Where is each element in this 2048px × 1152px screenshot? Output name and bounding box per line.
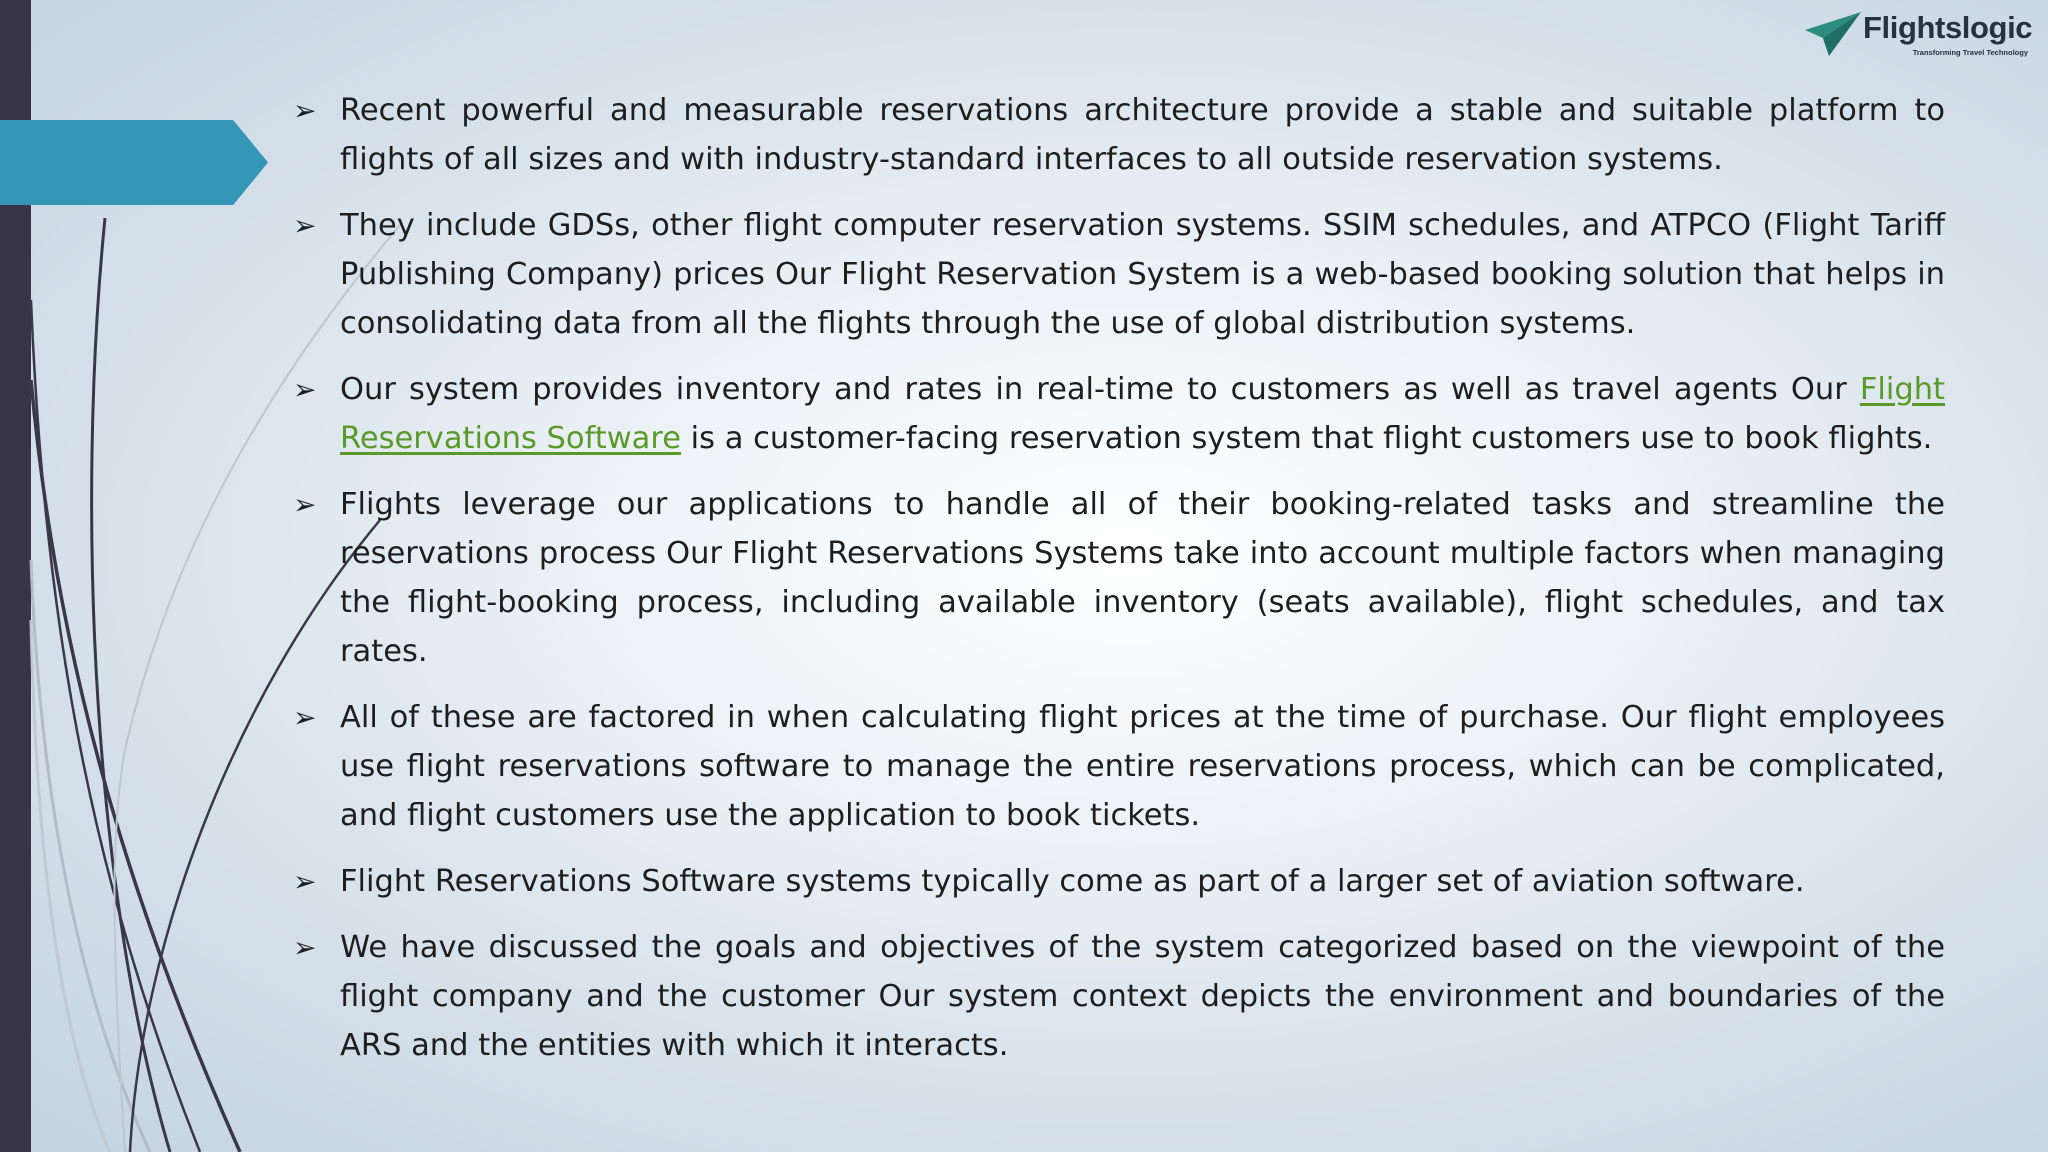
list-item <box>290 201 1945 348</box>
bullet-text: All of these are factored in when calculating flight prices at the time of purchase. Our flight employees use flight reservations software to manage the entire reservations process, which can be complicated, and flight customers use the application to book tickets. <box>340 700 1945 833</box>
bullet-text: Recent powerful and measurable reservations architecture provide a stable and suitable platform to flights of all sizes and with industry-standard interfaces to all outside reservation systems. <box>340 93 1945 177</box>
arrowhead-bullet-icon: ➢ <box>293 701 317 734</box>
flight-reservations-software-link[interactable]: Flight Reservations Software <box>340 372 1945 456</box>
bullet-text: They include GDSs, other flight computer reservation systems. SSIM schedules, and ATPCO (Flight Tariff Publishing Company) prices Our Flight Reservation System is a web-based booking solution that helps in consolidating data from all the flights through the use of global distribution systems. <box>340 208 1945 341</box>
arrowhead-bullet-icon: ➢ <box>293 209 317 242</box>
bullet-text: Flight Reservations Software systems typically come as part of a larger set of aviation software. <box>340 864 1805 899</box>
list-item <box>290 857 1945 906</box>
brand-logo <box>1805 8 2033 60</box>
bullet-text-before-link: Our system provides inventory and rates in real-time to customers as well as travel agents Our <box>340 372 1860 407</box>
list-item <box>290 365 1945 463</box>
list-item <box>290 86 1945 184</box>
list-item <box>290 923 1945 1070</box>
list-item <box>290 693 1945 840</box>
bullet-list <box>290 86 1945 1087</box>
arrowhead-bullet-icon: ➢ <box>293 94 317 127</box>
list-item <box>290 480 1945 676</box>
paper-plane-icon <box>1805 10 1861 58</box>
bullet-text: We have discussed the goals and objectives of the system categorized based on the viewpoint of the flight company and the customer Our system context depicts the environment and boundaries of the ARS and the entities with which it interacts. <box>340 930 1945 1063</box>
bullet-text: Flights leverage our applications to handle all of their booking-related tasks and streamline the reservations process Our Flight Reservations Systems take into account multiple factors when managing the flight-booking process, including available inventory (seats available), flight schedules, and tax rates. <box>340 487 1945 669</box>
arrowhead-bullet-icon: ➢ <box>293 931 317 964</box>
bullet-text-after-link: is a customer-facing reservation system that flight customers use to book flights. <box>680 421 1933 456</box>
accent-arrow-tab <box>0 120 268 205</box>
brand-name: Flightslogic <box>1863 10 2033 45</box>
arrowhead-bullet-icon: ➢ <box>293 373 317 406</box>
brand-tagline: Transforming Travel Technology <box>1912 48 2028 57</box>
arrowhead-bullet-icon: ➢ <box>293 865 317 898</box>
arrowhead-bullet-icon: ➢ <box>293 488 317 521</box>
